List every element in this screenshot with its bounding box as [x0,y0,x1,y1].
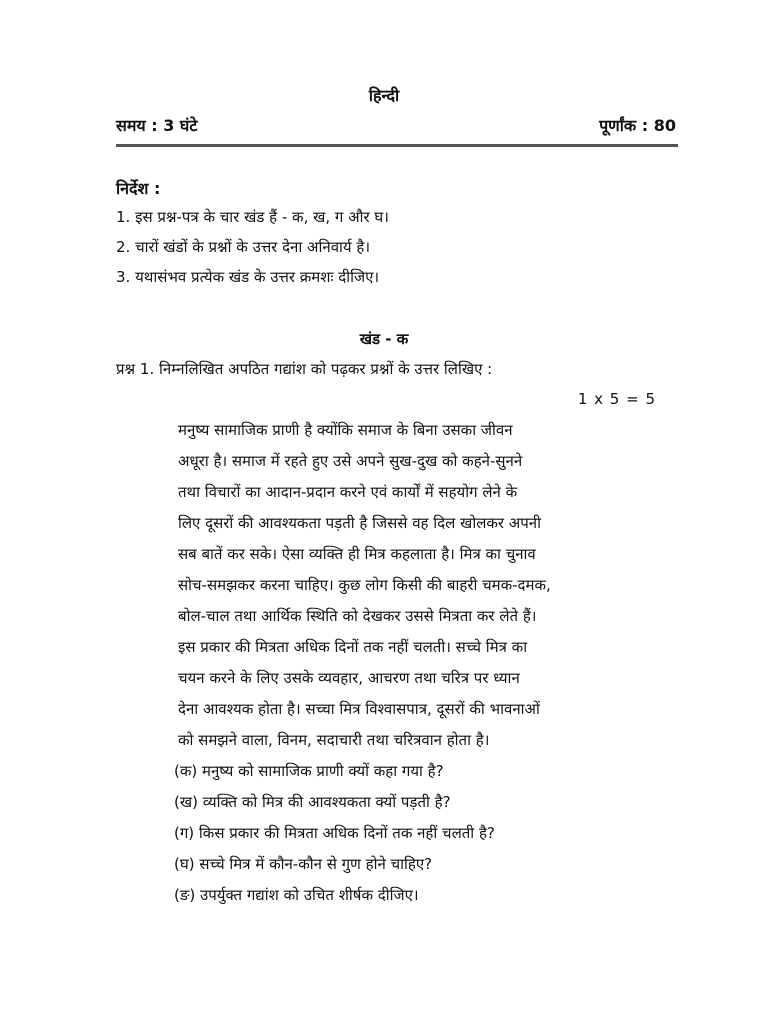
passage-line: सोच-समझकर करना चाहिए। कुछ लोग किसी की बाहरी चमक-दमक, [178,576,551,594]
question-text: प्रश्न 1. निम्नलिखित अपठित गद्यांश को पढ़कर प्रश्नों के उत्तर लिखिए : [116,360,493,378]
sub-question: (ख) व्यक्ति को मित्र की आवश्यकता क्यों पड़ती है? [174,793,451,811]
passage-line: को समझने वाला, विनम, सदाचारी तथा चरित्रवान होता है। [178,731,490,749]
total-marks-label: पूर्णांक : 80 [599,116,676,135]
sub-question: (ङ) उपर्युक्त गद्यांश को उचित शीर्षक दीजिए। [174,886,419,904]
subject-title: हिन्दी [368,86,400,105]
section-title: खंड - क [359,330,409,348]
passage-line: लिए दूसरों की आवश्यकता पड़ती है जिससे वह दिल खोलकर अपनी [178,514,541,532]
passage-line: तथा विचारों का आदान-प्रदान करने एवं कार्यों में सहयोग लेने के [178,483,518,501]
passage-line: बोल-चाल तथा आर्थिक स्थिति को देखकर उससे मित्रता कर लेते हैं। [178,607,537,625]
passage-line: अधूरा है। समाज में रहते हुए उसे अपने सुख-दुख को कहने-सुनने [178,452,523,470]
passage-line: देना आवश्यक होता है। सच्चा मित्र विश्वासपात्र, दूसरों की भावनाओं [178,700,540,718]
sub-question: (घ) सच्चे मित्र में कौन-कौन से गुण होने चाहिए? [174,855,433,873]
instruction-item: 3. यथासंभव प्रत्येक खंड के उत्तर क्रमशः दीजिए। [116,268,380,286]
instruction-item: 1. इस प्रश्न-पत्र के चार खंड हैं - क, ख, ग और घ। [116,208,389,226]
instruction-item: 2. चारों खंडों के प्रश्नों के उत्तर देना अनिवार्य है। [116,238,371,256]
instructions-heading: निर्देश : [116,179,161,198]
question-marks: 1 x 5 = 5 [577,390,656,408]
passage-line: चयन करने के लिए उसके व्यवहार, आचरण तथा चरित्र पर ध्यान [178,669,520,687]
passage-line: इस प्रकार की मित्रता अधिक दिनों तक नहीं चलती। सच्चे मित्र का [178,638,528,656]
sub-question: (ग) किस प्रकार की मित्रता अधिक दिनों तक नहीं चलती है? [174,824,495,842]
header-divider [116,144,678,147]
time-label: समय : 3 घंटे [116,116,198,135]
sub-question: (क) मनुष्य को सामाजिक प्राणी क्यों कहा गया है? [174,762,444,780]
passage-line: मनुष्य सामाजिक प्राणी है क्योंकि समाज के बिना उसका जीवन [178,421,513,439]
passage-line: सब बातें कर सके। ऐसा व्यक्ति ही मित्र कहलाता है। मित्र का चुनाव [178,545,536,563]
